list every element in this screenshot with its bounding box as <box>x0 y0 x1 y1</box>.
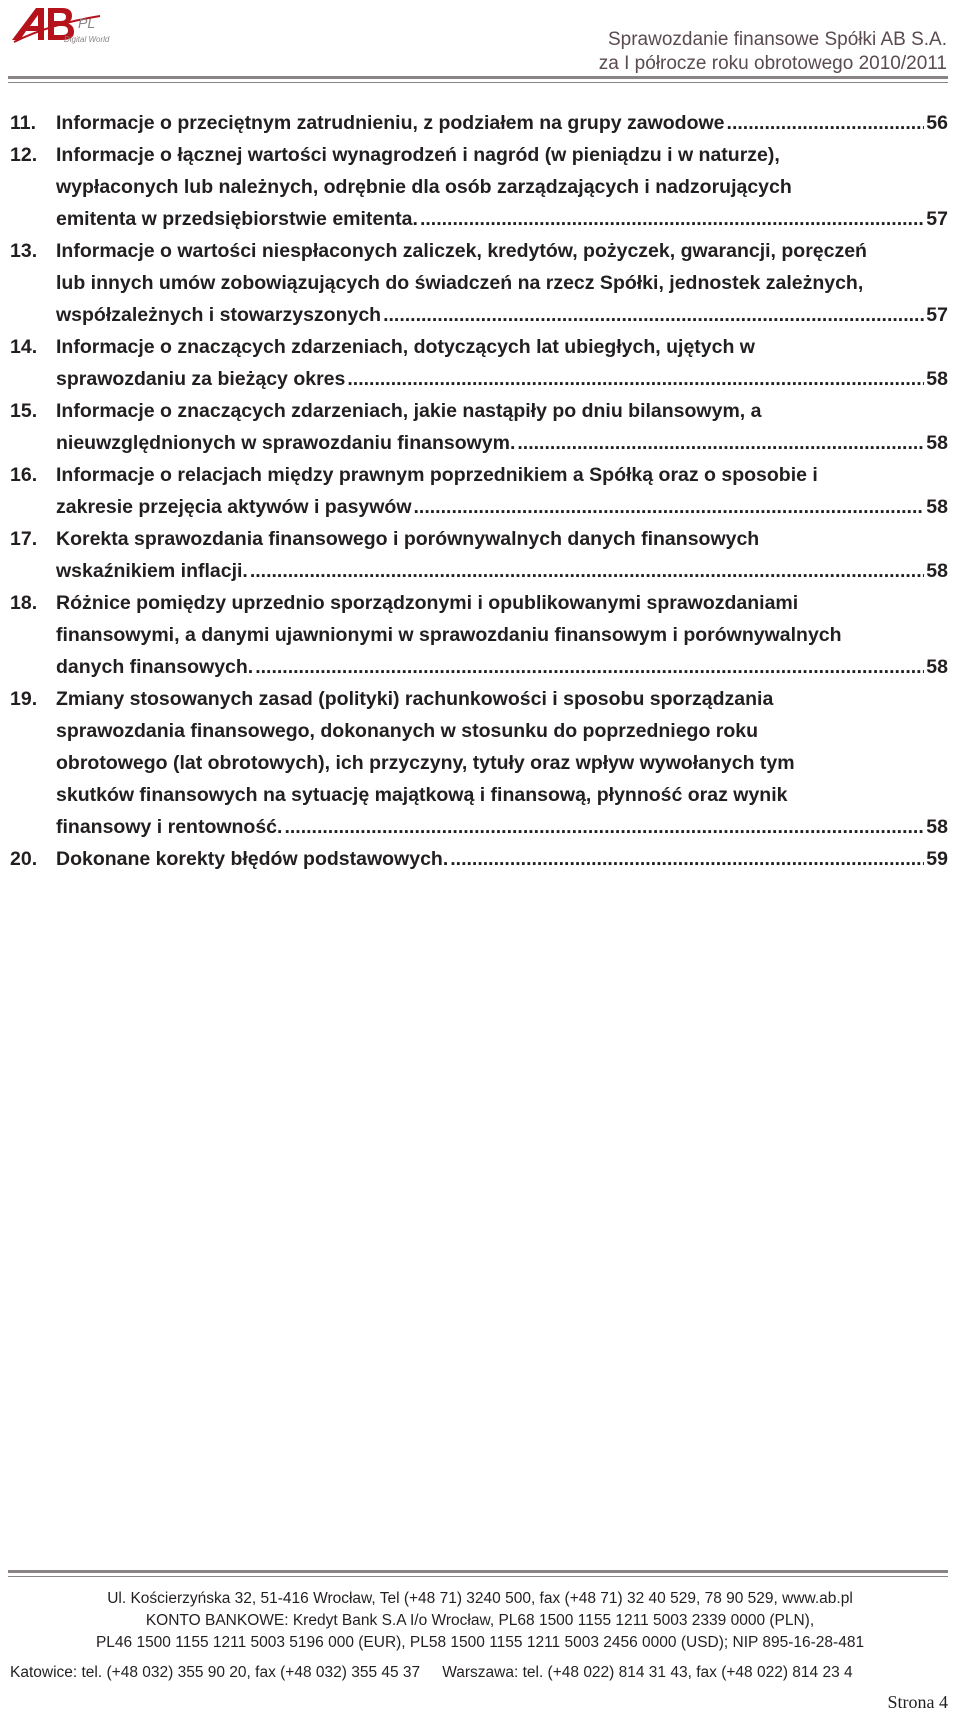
toc-entry-text-line: sprawozdaniu za bieżący okres <box>56 368 346 390</box>
toc-entry-body <box>56 395 948 459</box>
toc-entry[interactable] <box>10 683 948 843</box>
warszawa-contact: Warszawa: tel. (+48 022) 814 31 43, fax (+48 022) 814 23 4 <box>442 1664 853 1681</box>
toc-entry-text-line: danych finansowych. <box>56 656 254 678</box>
toc-entry-last-line <box>56 427 948 459</box>
toc-entry-last-line <box>56 363 948 395</box>
toc-entry[interactable] <box>10 587 948 683</box>
toc-entry[interactable] <box>10 843 948 875</box>
toc-entry-body <box>56 235 948 331</box>
toc-page-number: 58 <box>926 496 948 518</box>
toc-page-number: 58 <box>926 656 948 678</box>
toc-entry-body <box>56 683 948 843</box>
katowice-contact: Katowice: tel. (+48 032) 355 90 20, fax (+48 032) 355 45 37 <box>10 1664 421 1681</box>
page-footer <box>0 1570 960 1714</box>
toc-entry[interactable] <box>10 523 948 587</box>
toc-page-number: 58 <box>926 816 948 838</box>
toc-entry[interactable] <box>10 331 948 395</box>
page-header <box>0 0 960 90</box>
toc-entry-text-line: finansowy i rentowność. <box>56 816 283 838</box>
toc-entry-last-line <box>56 203 948 235</box>
toc-entry-text-line: zakresie przejęcia aktywów i pasywów <box>56 496 412 518</box>
toc-entry-last-line <box>56 811 948 843</box>
toc-entry-body <box>56 459 948 523</box>
toc-entry-number: 11. <box>10 112 37 134</box>
toc-entry-text-line: Informacje o relacjach między prawnym poprzednikiem a Spółką oraz o sposobie i <box>56 464 818 486</box>
toc-entry-text-line: emitenta w przedsiębiorstwie emitenta. <box>56 208 418 230</box>
footer-bank-line: KONTO BANKOWE: Kredyt Bank S.A I/o Wrocław, PL68 1500 1155 1211 5003 2339 0000 (PLN), <box>145 1612 815 1629</box>
toc-entry-text-line: współzależnych i stowarzyszonych <box>56 304 382 326</box>
footer-accounts-line: PL46 1500 1155 1211 5003 5196 000 (EUR), PL58 1500 1155 1211 5003 2456 0000 (USD); NIP 895-16-28-481 <box>95 1634 865 1651</box>
toc-entry-last-line <box>56 107 948 139</box>
report-title-line2: za I półrocze roku obrotowego 2010/2011 <box>598 53 947 74</box>
toc-entry-last-line <box>56 651 948 683</box>
toc-entry-text-line: wskaźnikiem inflacji. <box>56 560 248 582</box>
toc-page-number: 58 <box>926 560 948 582</box>
toc-page-number: 57 <box>926 208 948 230</box>
toc-entry-text-line: sprawozdania finansowego, dokonanych w stosunku do poprzedniego roku <box>56 720 759 742</box>
dot-leader <box>450 843 924 875</box>
toc-entry-text-line: skutków finansowych na sytuację majątkową i finansową, płynność oraz wynik <box>56 784 788 806</box>
toc-entry-number: 17. <box>10 528 38 550</box>
toc-entry-text-line: Informacje o znaczących zdarzeniach, jakie nastąpiły po dniu bilansowym, a <box>56 400 762 422</box>
footer-address-line: Ul. Kościerzyńska 32, 51-416 Wrocław, Tel (+48 71) 3240 500, fax (+48 71) 32 40 529, 78 90 529, www.ab.pl <box>107 1590 853 1607</box>
toc-entry[interactable] <box>10 107 948 139</box>
report-title-line1: Sprawozdanie finansowe Spółki AB S.A. <box>607 29 947 50</box>
toc-entry[interactable] <box>10 139 948 235</box>
toc-entry-text-line: Dokonane korekty błędów podstawowych. <box>56 848 449 870</box>
dot-leader <box>255 651 924 683</box>
toc-page-number: 58 <box>926 432 948 454</box>
toc-entry-text-line: Różnice pomiędzy uprzednio sporządzonymi i opublikowanymi sprawozdaniami <box>56 592 799 614</box>
toc-entry-last-line <box>56 491 948 523</box>
toc-entry[interactable] <box>10 459 948 523</box>
toc-page-number: 56 <box>926 112 948 134</box>
toc-page-number: 57 <box>926 304 948 326</box>
toc-page-number: 58 <box>926 368 948 390</box>
toc-entry-text-line: Informacje o znaczących zdarzeniach, dotyczących lat ubiegłych, ujętych w <box>56 336 755 358</box>
toc-page-number: 59 <box>926 848 948 870</box>
toc-entry-text-line: lub innych umów zobowiązujących do świadczeń na rzecz Spółki, jednostek zależnych, <box>56 272 864 294</box>
footer-rule-thin <box>8 1576 948 1577</box>
dot-leader <box>517 427 924 459</box>
toc-entry-number: 20. <box>10 848 38 870</box>
toc-entry-number: 12. <box>10 144 38 166</box>
table-of-contents <box>10 107 948 875</box>
header-rule-thick <box>8 76 948 79</box>
toc-entry-text-line: Korekta sprawozdania finansowego i porównywalnych danych finansowych <box>56 528 760 550</box>
toc-entry-text-line: Informacje o wartości niespłaconych zaliczek, kredytów, pożyczek, gwarancji, poręczeń <box>56 240 867 262</box>
toc-entry-text-line: obrotowego (lat obrotowych), ich przyczyny, tytuły oraz wpływ wywołanych tym <box>56 752 795 774</box>
dot-leader <box>727 107 925 139</box>
dot-leader <box>383 299 924 331</box>
report-title <box>599 28 947 76</box>
toc-entry-number: 19. <box>10 688 38 710</box>
svg-text:PL: PL <box>78 15 96 31</box>
toc-entry-body <box>56 523 948 587</box>
dot-leader <box>414 491 925 523</box>
toc-entry[interactable] <box>10 395 948 459</box>
toc-entry-text-line: Zmiany stosowanych zasad (polityki) rachunkowości i sposobu sporządzania <box>56 688 774 710</box>
toc-entry-last-line <box>56 843 948 875</box>
toc-entry-body <box>56 587 948 683</box>
toc-entry-last-line <box>56 299 948 331</box>
toc-entry-text-line: Informacje o łącznej wartości wynagrodzeń i nagród (w pieniądzu i w naturze), <box>56 144 780 166</box>
header-rule-thin <box>8 82 948 83</box>
toc-entry-number: 14. <box>10 336 38 358</box>
toc-entry-body <box>56 331 948 395</box>
footer-rule-thick <box>8 1570 948 1573</box>
svg-text:Digital World: Digital World <box>64 35 110 44</box>
toc-entry-text-line: Informacje o przeciętnym zatrudnieniu, z podziałem na grupy zawodowe <box>56 112 725 134</box>
toc-entry[interactable] <box>10 235 948 331</box>
company-address <box>0 1588 960 1654</box>
toc-entry-body <box>56 843 948 875</box>
toc-entry-number: 15. <box>10 400 38 422</box>
dot-leader <box>347 363 924 395</box>
toc-entry-body <box>56 107 948 139</box>
toc-entry-body <box>56 139 948 235</box>
page-number: Strona 4 <box>887 1692 948 1712</box>
branch-contacts <box>10 1662 853 1684</box>
toc-entry-number: 18. <box>10 592 38 614</box>
toc-entry-last-line <box>56 555 948 587</box>
toc-entry-text-line: nieuwzględnionych w sprawozdaniu finansowym. <box>56 432 516 454</box>
toc-entry-number: 16. <box>10 464 38 486</box>
ab-logo <box>10 4 122 44</box>
dot-leader <box>420 203 924 235</box>
toc-entry-text-line: wypłaconych lub należnych, odrębnie dla osób zarządzających i nadzorujących <box>56 176 792 198</box>
dot-leader <box>250 555 924 587</box>
dot-leader <box>284 811 924 843</box>
toc-entry-number: 13. <box>10 240 38 262</box>
toc-entry-text-line: finansowymi, a danymi ujawnionymi w sprawozdaniu finansowym i porównywalnych <box>56 624 842 646</box>
